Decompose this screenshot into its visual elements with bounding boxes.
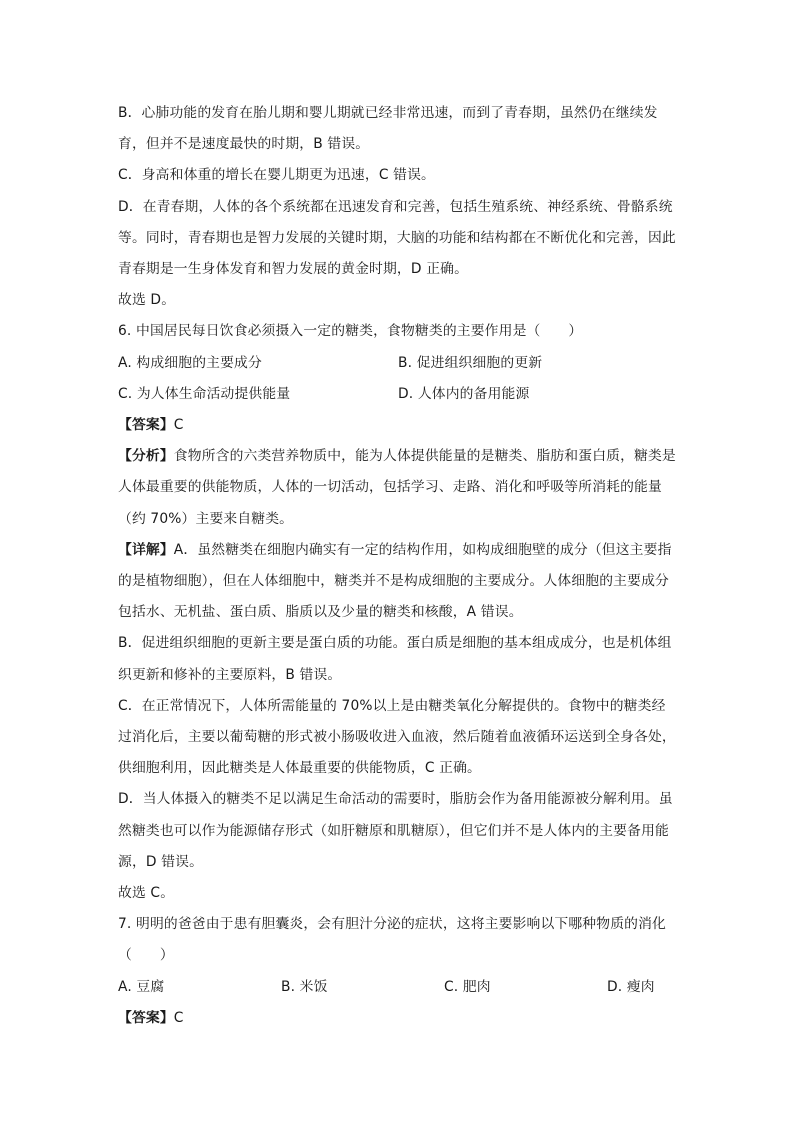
q6-conclusion: 故选 C。: [118, 885, 175, 902]
q6-detail-a: [118, 535, 678, 629]
answer-value: C: [173, 417, 184, 434]
q7-options-row: [118, 972, 678, 1003]
document-body: [118, 98, 678, 1034]
answer-value: C: [173, 1009, 184, 1026]
q6-detail-d: D．当人体摄入的糖类不足以满足生命活动的需要时，脂肪会作为备用能源被分解利用。虽然糖类也可以作为能源储存形式（如肝糖原和肌糖原），但它们并不是人体内的主要备用能源，D 错误。: [118, 791, 673, 870]
q6-answer: [118, 410, 678, 441]
answer-label: 【答案】: [118, 1009, 174, 1026]
q6-option-d: D. 人体内的备用能源: [398, 385, 530, 402]
q6-options-row-1: [118, 348, 678, 379]
q7-option-c: C. 肥肉: [444, 978, 491, 995]
analysis-text: 食物所含的六类营养物质中，能为人体提供能量的是糖类、脂肪和蛋白质，糖类是人体最重要的供能物质，人体的一切活动，包括学习、走路、消化和呼吸等所消耗的能量（约 70%）主要来自糖类。: [118, 448, 676, 527]
q7-answer: [118, 1003, 678, 1034]
q6-analysis: [118, 441, 678, 535]
q7-stem: 7. 明明的爸爸由于患有胆囊炎，会有胆汁分泌的症状，这将主要影响以下哪种物质的消化（ ）: [118, 916, 666, 964]
q7-option-a: A. 豆腐: [118, 978, 165, 995]
detail-a-text: A．虽然糖类在细胞内确实有一定的结构作用，如构成细胞壁的成分（但这主要指的是植物细胞），但在人体细胞中，糖类并不是构成细胞的主要成分。人体细胞的主要成分包括水、无机盐、蛋白质、脂质以及少量的糖类和核酸，A 错误。: [118, 541, 672, 621]
q6-options-row-2: [118, 379, 678, 410]
q6-option-a: A. 构成细胞的主要成分: [118, 354, 262, 371]
analysis-label: 【分析】: [118, 448, 174, 465]
q7-option-d: D. 瘦肉: [607, 978, 655, 995]
q6-detail-b: B．促进组织细胞的更新主要是蛋白质的功能。蛋白质是细胞的基本组成成分，也是机体组织更新和修补的主要原料，B 错误。: [118, 635, 672, 683]
q6-stem: 6. 中国居民每日饮食必须摄入一定的糖类，食物糖类的主要作用是（ ）: [118, 323, 583, 340]
q5-option-b-explanation: B．心肺功能的发育在胎儿期和婴儿期就已经非常迅速，而到了青春期，虽然仍在继续发育，但并不是速度最快的时期，B 错误。: [118, 105, 658, 153]
detail-label: 【详解】: [118, 541, 174, 558]
q5-conclusion: 故选 D。: [118, 292, 176, 309]
q7-option-b: B. 米饭: [281, 978, 328, 995]
answer-label: 【答案】: [118, 417, 174, 434]
q6-detail-c: C．在正常情况下，人体所需能量的 70%以上是由糖类氧化分解提供的。食物中的糖类经过消化后，主要以葡萄糖的形式被小肠吸收进入血液，然后随着血液循环运送到全身各处，供细胞利用，因此糖类是人体最重要的供能物质，C 正确。: [118, 697, 676, 777]
q5-option-d-explanation: D．在青春期，人体的各个系统都在迅速发育和完善，包括生殖系统、神经系统、骨骼系统等。同时，青春期也是智力发展的关键时期，大脑的功能和结构都在不断优化和完善，因此青春期是一生身体发育和智力发展的黄金时期，D 正确。: [118, 198, 676, 278]
q6-option-c: C. 为人体生命活动提供能量: [118, 385, 291, 402]
q5-option-c-explanation: C．身高和体重的增长在婴儿期更为迅速，C 错误。: [118, 167, 435, 184]
q6-option-b: B. 促进组织细胞的更新: [398, 354, 543, 371]
